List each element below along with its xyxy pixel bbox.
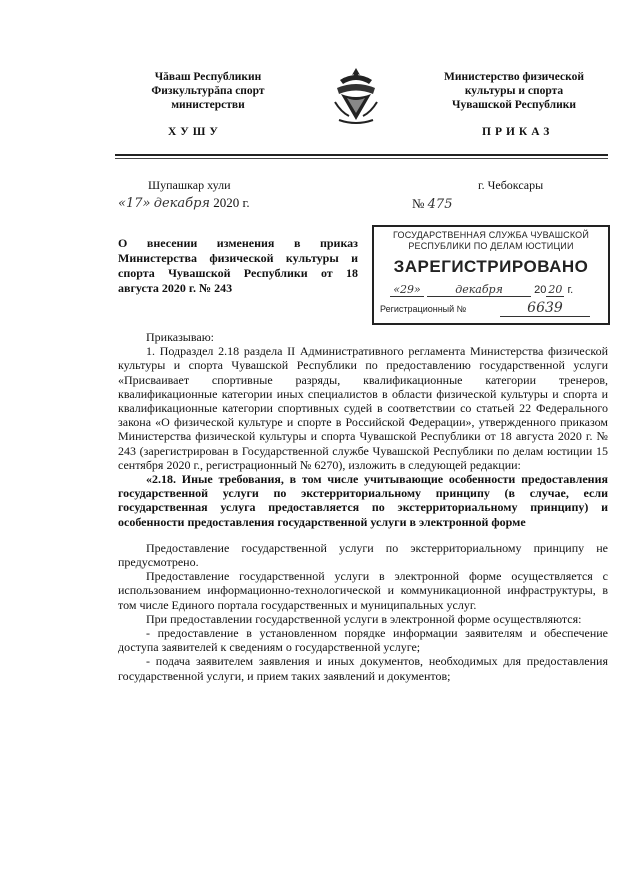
stamp-reg-number: [500, 299, 590, 317]
order-date: [118, 195, 250, 211]
paragraph: Предоставление государственной услуги в электронной форме осуществляется с использованием информационно-технологической и коммуникационной инфраструктуры, в том числе Единого портала государственных и муниципальных услуг.: [118, 569, 608, 612]
paragraph: Приказываю:: [146, 330, 214, 344]
header-right-line: культуры и спорта: [464, 85, 564, 97]
place-russian: г. Чебоксары: [478, 178, 544, 192]
section-heading: «2.18. Иные требования, в том числе учитывающие особенности предоставления государственной услуги по экстерриториальному принципу (в случае, если государственная услуга предоставляется по экстерриториальному принципу) и особенности предоставления государственной услуги в электронной форме: [118, 472, 608, 529]
stamp-year-prefix: 20: [534, 284, 547, 296]
order-body: [118, 330, 608, 683]
header-divider-thin: [115, 158, 608, 159]
order-number: [412, 196, 452, 212]
header-right-line: Министерство физической: [443, 71, 584, 83]
registration-stamp: [372, 225, 610, 325]
header-left-line: Чăваш Республикин: [154, 71, 262, 83]
number-value: 475: [427, 197, 453, 212]
date-day: «17»: [118, 196, 151, 211]
header-russian-name: [420, 70, 608, 112]
paragraph: 1. Подраздел 2.18 раздела II Административного регламента Министерства физической культуры и спорта Чувашской Республики по предоставлению государственной услуги «Присваивает спортивные разряды, квалификационные категории тренеров, квалификационные категории иных специалистов в области физической культуры и спорта и квалификационные категории спортивных судей в соответствии со статьей 22 Федерального закона «О физической культуре и спорте в Российской Федерации», утвержденного приказом Министерства физической культуры и спорта Чувашской Республики от 18 августа 2020 г. № 243 (зарегистрирован в Государственной службе Чувашской Республики по делам юстиции 15 сентября 2020 г., регистрационный № 6270), изложить в следующей редакции:: [118, 344, 608, 472]
paragraph: Предоставление государственной услуги по экстерриториальному принципу не предусмотрено.: [118, 540, 608, 570]
order-word-chuvash: ХУШУ: [168, 126, 222, 138]
stamp-date: [390, 283, 600, 297]
stamp-month: декабря: [427, 283, 531, 297]
header-left-line: Физкультурăпа спорт: [151, 85, 265, 97]
place-chuvash: Шупашкар хули: [148, 178, 231, 192]
number-prefix: №: [412, 196, 425, 211]
order-title: О внесении изменения в приказ Министерства физической культуры и спорта Чувашской Республики от 18 августа 2020 г. № 243: [118, 236, 358, 295]
stamp-year-suffix: 20: [548, 283, 563, 296]
stamp-reg-value: 6639: [500, 300, 590, 317]
stamp-line1: ГОСУДАРСТВЕННАЯ СЛУЖБА ЧУВАШСКОЙ: [392, 230, 590, 240]
header-chuvash-name: [118, 70, 298, 112]
stamp-line2: РЕСПУБЛИКИ ПО ДЕЛАМ ЮСТИЦИИ: [408, 241, 574, 251]
stamp-year-unit: г.: [567, 284, 574, 296]
header-left-line: министерстви: [171, 99, 245, 111]
spacer: [118, 529, 608, 541]
stamp-reg-label: Регистрационный №: [380, 304, 467, 314]
list-item: - предоставление в установленном порядке информации заявителям и обеспечение доступа заявителей к сведениям о государственной услуге;: [118, 626, 608, 655]
header-divider: [115, 154, 608, 156]
header-right-line: Чувашской Республики: [452, 99, 576, 111]
stamp-registered: ЗАРЕГИСТРИРОВАНО: [393, 257, 589, 276]
paragraph: При предоставлении государственной услуги в электронной форме осуществляются:: [146, 611, 582, 626]
order-word-russian: ПРИКАЗ: [482, 126, 554, 138]
stamp-day: «29»: [390, 283, 424, 297]
date-year: 2020 г.: [213, 195, 250, 210]
list-item: - подача заявителем заявления и иных документов, необходимых для предоставления государственной услуги, и прием таких заявлений и документов;: [118, 654, 608, 683]
date-month: декабря: [153, 196, 211, 211]
emblem-icon: [331, 66, 381, 126]
